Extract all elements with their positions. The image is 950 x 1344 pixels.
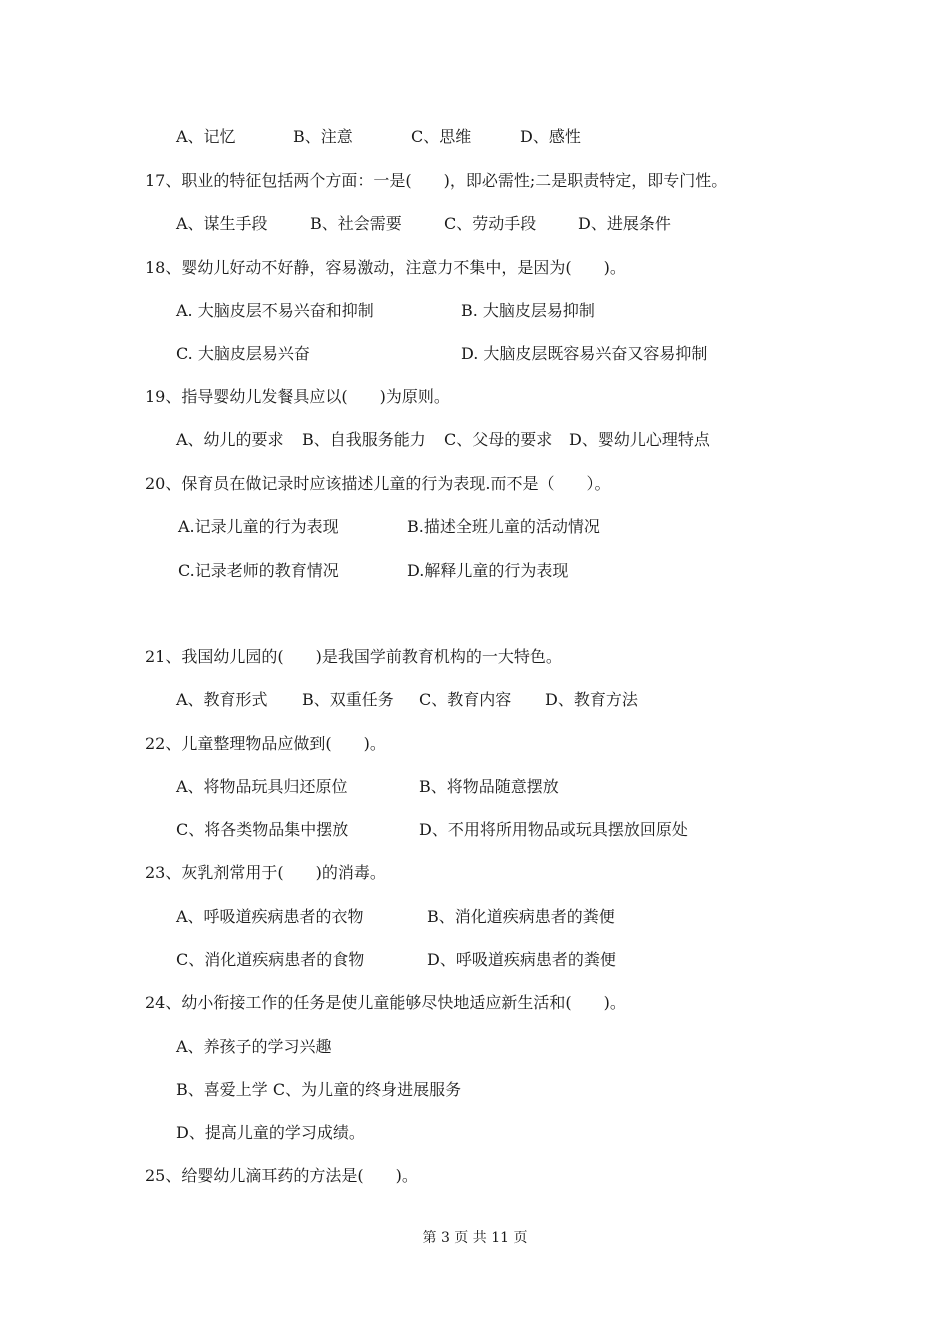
q18-option-a: A. 大脑皮层不易兴奋和抑制 (176, 301, 374, 320)
q16-option-c: C、思维 (411, 127, 472, 146)
q21-option-d: D、教育方法 (545, 690, 638, 709)
q19-option-d: D、婴幼儿心理特点 (569, 430, 710, 449)
q21-option-b: B、双重任务 (302, 690, 394, 709)
q23-option-c: C、消化道疾病患者的食物 (176, 950, 365, 969)
q19-option-c: C、父母的要求 (444, 430, 553, 449)
q24-stem: 24、幼小衔接工作的任务是使儿童能够尽快地适应新生活和( )。 (145, 993, 626, 1012)
q20-option-b: B.描述全班儿童的活动情况 (407, 517, 600, 536)
q18-stem: 18、婴幼儿好动不好静，容易激动，注意力不集中，是因为( )。 (145, 258, 626, 277)
q22-option-c: C、将各类物品集中摆放 (176, 820, 349, 839)
q20-option-a: A.记录儿童的行为表现 (178, 517, 339, 536)
q16-option-a: A、记忆 (176, 127, 236, 146)
q20-option-d: D.解释儿童的行为表现 (407, 561, 569, 580)
q22-option-d: D、不用将所用物品或玩具摆放回原处 (419, 820, 688, 839)
q17-option-d: D、进展条件 (578, 214, 671, 233)
q25-stem: 25、给婴幼儿滴耳药的方法是( )。 (145, 1166, 418, 1185)
q17-option-c: C、劳动手段 (444, 214, 537, 233)
page-footer: 第 3 页 共 11 页 (422, 1230, 528, 1246)
q21-stem: 21、我国幼儿园的( )是我国学前教育机构的一大特色。 (145, 647, 562, 666)
q17-option-b: B、社会需要 (310, 214, 402, 233)
q19-option-b: B、自我服务能力 (302, 430, 426, 449)
q19-option-a: A、幼儿的要求 (176, 430, 284, 449)
q20-option-c: C.记录老师的教育情况 (178, 561, 339, 580)
q18-option-c: C. 大脑皮层易兴奋 (176, 344, 310, 363)
q23-option-b: B、消化道疾病患者的粪便 (427, 907, 615, 926)
q22-stem: 22、儿童整理物品应做到( )。 (145, 734, 386, 753)
q22-option-a: A、将物品玩具归还原位 (176, 777, 348, 796)
q23-stem: 23、灰乳剂常用于( )的消毒。 (145, 863, 386, 882)
q20-stem: 20、保育员在做记录时应该描述儿童的行为表现.而不是（ ）。 (145, 474, 611, 493)
q16-option-b: B、注意 (293, 127, 353, 146)
q17-option-a: A、谋生手段 (176, 214, 268, 233)
q23-option-a: A、呼吸道疾病患者的衣物 (176, 907, 364, 926)
q22-option-b: B、将物品随意摆放 (419, 777, 559, 796)
q19-stem: 19、指导婴幼儿发餐具应以( )为原则。 (145, 387, 450, 406)
q17-stem: 17、职业的特征包括两个方面：一是( )，即必需性;二是职责特定，即专门性。 (145, 171, 728, 190)
q24-option-a: A、养孩子的学习兴趣 (176, 1037, 332, 1056)
q18-option-d: D. 大脑皮层既容易兴奋又容易抑制 (461, 344, 708, 363)
q23-option-d: D、呼吸道疾病患者的粪便 (427, 950, 616, 969)
q21-option-a: A、教育形式 (176, 690, 268, 709)
q24-option-d: D、提高儿童的学习成绩。 (176, 1123, 365, 1142)
q21-option-c: C、教育内容 (419, 690, 512, 709)
q16-option-d: D、感性 (520, 127, 581, 146)
q24-option-b-c: B、喜爱上学 C、为儿童的终身进展服务 (176, 1080, 462, 1099)
q18-option-b: B. 大脑皮层易抑制 (461, 301, 595, 320)
